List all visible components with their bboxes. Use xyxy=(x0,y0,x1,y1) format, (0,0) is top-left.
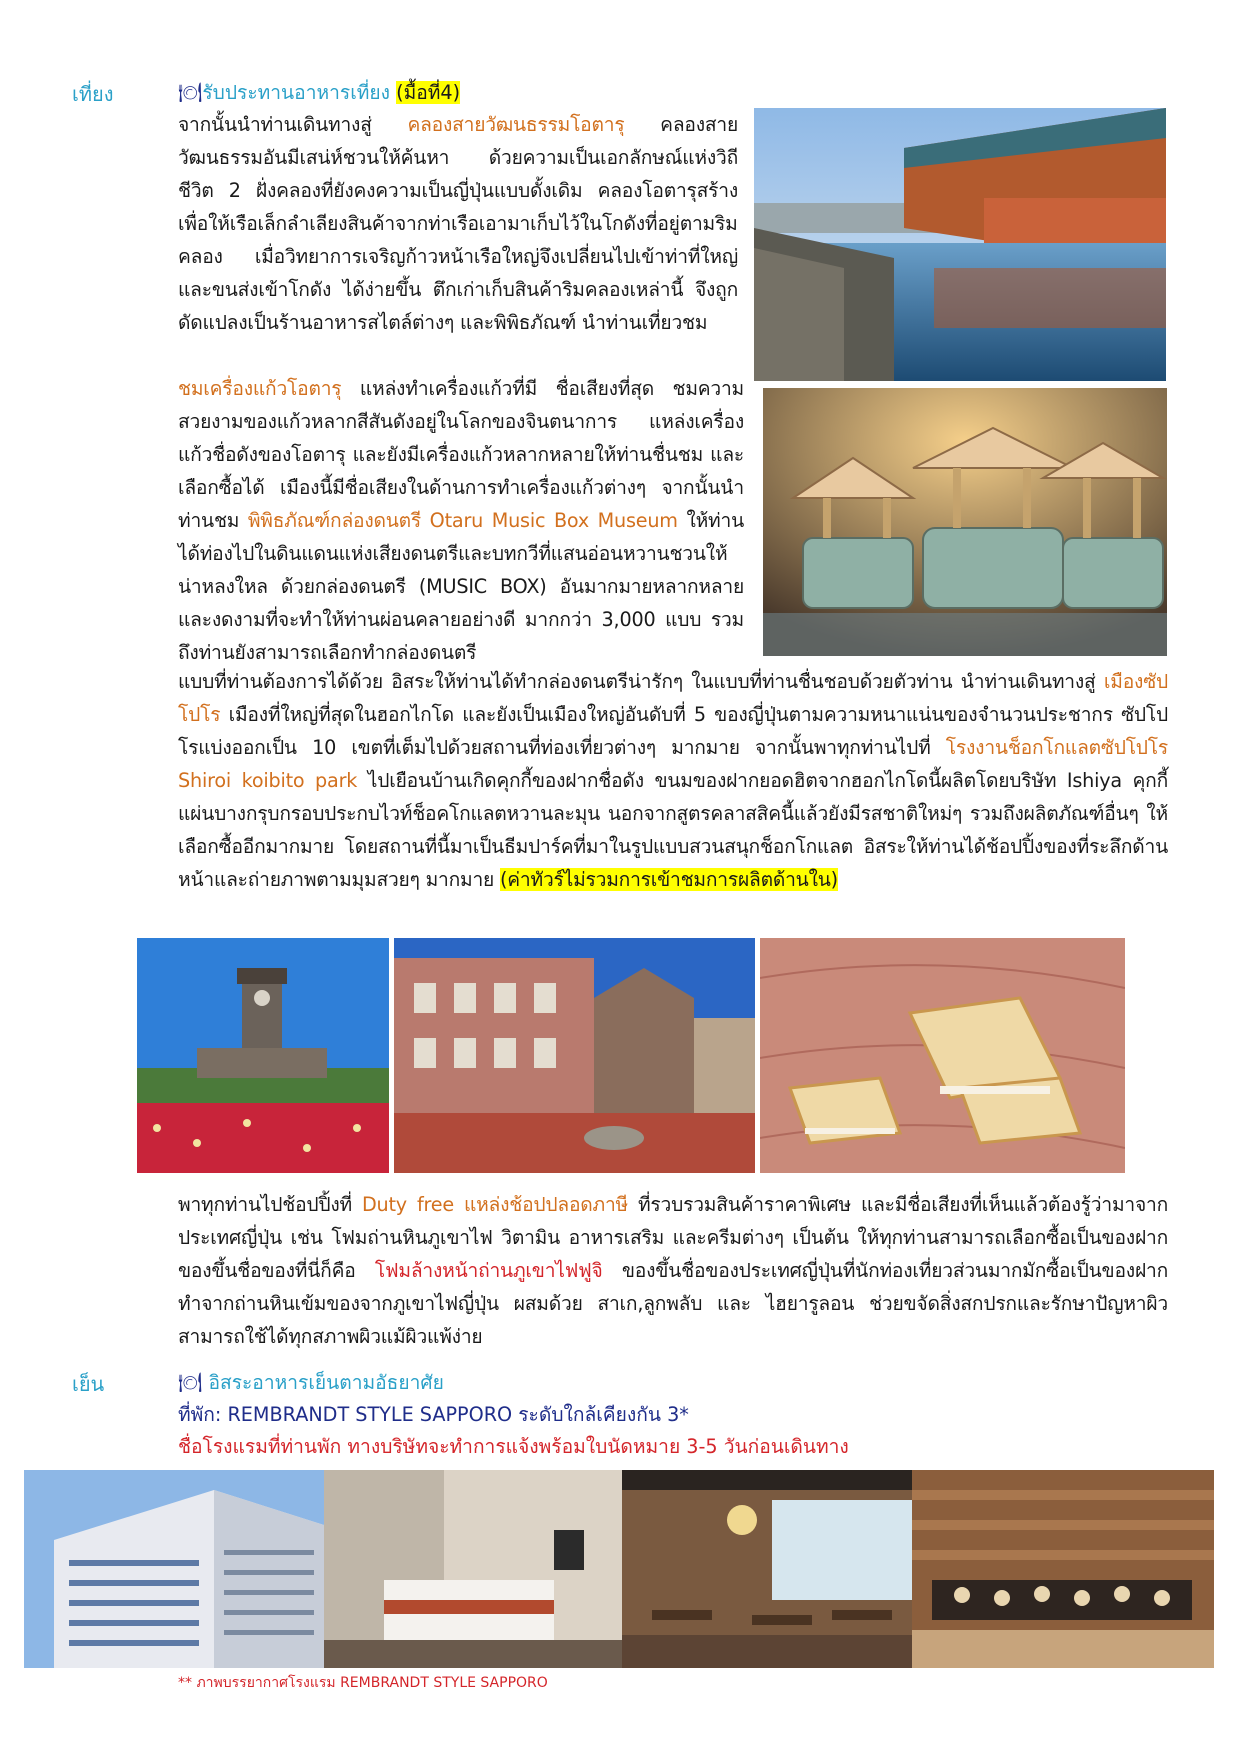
dinner-label: เย็น xyxy=(72,1372,105,1396)
utensils-icon: 🍽 xyxy=(178,81,203,104)
hotel-line: ที่พัก: REMBRANDT STYLE SAPPORO ระดับใกล้เคียงกัน 3* xyxy=(178,1403,689,1426)
hotel-restaurant-photo xyxy=(622,1470,912,1668)
sapporo-name: เมืองซัปโปโร xyxy=(178,670,1168,726)
shiroi-koibito-park-photo xyxy=(394,938,755,1173)
otaru-canal-photo xyxy=(754,108,1166,381)
dutyfree-paragraph: พาทุกท่านไปช้อปปิ้งที่ Duty free แหล่งช้อปปลอดภาษี ที่รวบรวมสินค้าราคาพิเศษ และมีชื่อเสียงที่เห็นแล้วต้องรู้ว่ามาจากประเทศญี่ปุ่น เช่น โฟมถ่านหินภูเขาไฟ วิตามิน อาหารเสริม และครีมต่างๆ เป็นต้น ให้ทุกท่านสามารถเลือกซื้อเป็นของฝาก ของขึ้นชื่อของที่นี่ก็คือ โฟมล้างหน้าถ่านภูเขาไฟฟูจิ ของขึ้นชื่อของประเทศญี่ปุ่นที่นักท่องเที่ยวส่วนมากมักซื้อเป็นของฝาก ทำจากถ่านหินเข้มของจากภูเขาไฟญี่ปุ่น ผสมด้วย สาเก,ลูกพลับ และ ไฮยารูลอน ช่วยขจัดสิ่งสกปรกและรักษาปัญหาผิว สามารถใช้ได้ทุกสภาพผิวแม้ผิวแพ้ง่าย xyxy=(178,1193,1168,1348)
tour-note: (ค่าทัวร์ไม่รวมการเข้าชมการผลิตด้านใน) xyxy=(500,868,838,891)
hotel-photo-caption: ** ภาพบรรยากาศโรงแรม REMBRANDT STYLE SAPPORO xyxy=(178,1675,548,1691)
lunch-note: (มื้อที่4) xyxy=(396,81,461,104)
dutyfree-name: Duty free แหล่งช้อปปลอดภาษี xyxy=(361,1193,629,1216)
shiroi-koibito-name: โรงงานช็อกโกแลตซัปโปโร Shiroi koibito park xyxy=(178,736,1168,792)
hotel-room-photo xyxy=(324,1470,622,1668)
hotel-exterior-photo xyxy=(24,1470,324,1668)
fuji-foam-name: โฟมล้างหน้าถ่านภูเขาไฟฟูจิ xyxy=(374,1259,603,1282)
clock-tower-photo xyxy=(137,938,389,1173)
music-box-museum-name: พิพิธภัณฑ์กล่องดนตรี Otaru Music Box Museum xyxy=(247,509,678,532)
otaru-canal-name: คลองสายวัฒนธรรมโอตารุ xyxy=(407,113,625,136)
otaru-glass-paragraph: ชมเครื่องแก้วโอตารุ แหล่งทำเครื่องแก้วที่มี ชื่อเสียงที่สุด ชมความสวยงามของแก้วหลากสีสันดังอยู่ในโลกของจินตนาการ แหล่งเครื่องแก้วชื่อดังของโอตารุ และยังมีเครื่องแก้วหลากหลายให้ท่านชื่นชม และเลือกซื้อได้ เมืองนี้มีชื่อเสียงในด้านการทำเครื่องแก้วต่างๆ จากนั้นนำท่านชม พิพิธภัณฑ์กล่องดนตรี Otaru Music Box Museum ให้ท่านได้ท่องไปในดินแดนแห่งเสียงดนตรีและบทกวีที่แสนอ่อนหวานชวนให้น่าหลงใหล ด้วยกล่องดนตรี (MUSIC BOX) อันมากมายหลากหลายและงดงามที่จะทำให้ท่านผ่อนคลายอย่างดี มากกว่า 3,000 แบบ รวมถึงท่านยังสามารถเลือกทำกล่องดนตรี xyxy=(178,377,744,664)
lunch-line: 🍽รับประทานอาหารเที่ยง (มื้อที่4) xyxy=(178,81,461,104)
utensils-icon: 🍽 xyxy=(178,1371,203,1394)
otaru-canal-paragraph: จากนั้นนำท่านเดินทางสู่ คลองสายวัฒนธรรมโอตารุ คลองสายวัฒนธรรมอันมีเสน่ห์ชวนให้ค้นหา ด้วยความเป็นเอกลักษณ์แห่งวิถีชีวิต 2 ฝั่งคลองที่ยังคงความเป็นญี่ปุ่นแบบดั้งเดิม คลองโอตารุสร้างเพื่อให้เรือเล็กลำเลียงสินค้าจากท่าเรือเอามาเก็บไว้ในโกดังที่อยู่ตามริมคลอง เมื่อวิทยาการเจริญก้าวหน้าเรือใหญ่จึงเปลี่ยนไปเข้าท่าที่ใหญ่และขนส่งเข้าโกดัง ได้ง่ายขึ้น ตึกเก่าเก็บสินค้าริมคลองเหล่านี้ จึงถูกดัดแปลงเป็นร้านอาหารสไตล์ต่างๆ และพิพิธภัณฑ์ นำท่านเที่ยวชม xyxy=(178,113,738,334)
hotel-buffet-photo xyxy=(912,1470,1214,1668)
lunch-label: เที่ยง xyxy=(72,82,114,106)
dinner-line: 🍽 อิสระอาหารเย็นตามอัธยาศัย xyxy=(178,1371,444,1394)
sapporo-paragraph: แบบที่ท่านต้องการได้ด้วย อิสระให้ท่านได้ทำกล่องดนตรีน่ารักๆ ในแบบที่ท่านชื่นชอบด้วยตัวท่าน นำท่านเดินทางสู่ เมืองซัปโปโร เมืองที่ใหญ่ที่สุดในฮอกไกโด และยังเป็นเมืองใหญ่อันดับที่ 5 ของญี่ปุ่นตามความหนาแน่นของจำนวนประชากร ซัปโปโรแบ่งออกเป็น 10 เขตที่เต็มไปด้วยสถานที่ท่องเที่ยวต่างๆ มากมาย จากนั้นพาทุกท่านไปที่ โรงงานช็อกโกแลตซัปโปโร Shiroi koibito park ไปเยือนบ้านเกิดคุกกี้ของฝากชื่อดัง ขนมของฝากยอดฮิตจากฮอกไกโดนี้ผลิตโดยบริษัท Ishiya คุกกี้แผ่นบางกรุบกรอบประกบไวท์ช็อคโกแลตหวานละมุน นอกจากสูตรคลาสสิคนี้แล้วยังมีรสชาติใหม่ๆ รวมถึงผลิตภัณฑ์อื่นๆ ให้เลือกซื้ออีกมากมาย โดยสถานที่นี้มาเป็นธีมปาร์คที่มาในรูปแบบสวนสนุกช็อกโกแลต อิสระให้ท่านได้ช้อปปิ้งของที่ระลึกด้านหน้าและถ่ายภาพตามมุมสวยๆ มากมาย (ค่าทัวร์ไม่รวมการเข้าชมการผลิตด้านใน) xyxy=(178,670,1168,891)
hotel-note: ชื่อโรงแรมที่ท่านพัก ทางบริษัทจะทำการแจ้งพร้อมใบนัดหมาย 3-5 วันก่อนเดินทาง xyxy=(178,1435,849,1458)
music-box-photo xyxy=(763,388,1167,656)
cookies-photo xyxy=(760,938,1125,1173)
otaru-glass-name: ชมเครื่องแก้วโอตารุ xyxy=(178,377,342,400)
